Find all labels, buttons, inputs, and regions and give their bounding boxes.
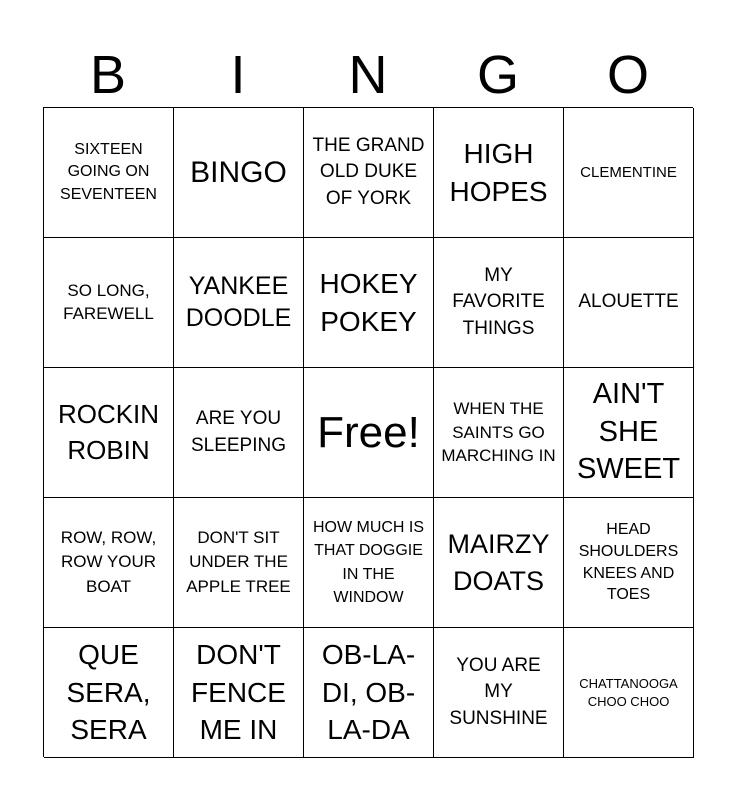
bingo-cell[interactable]: ARE YOU SLEEPING xyxy=(174,368,304,498)
bingo-cell[interactable]: HOKEY POKEY xyxy=(304,238,434,368)
free-space-cell[interactable]: Free! xyxy=(304,368,434,498)
bingo-cell[interactable]: QUE SERA, SERA xyxy=(44,628,174,758)
header-letter-o: O xyxy=(606,45,649,105)
bingo-cell[interactable]: SO LONG, FAREWELL xyxy=(44,238,174,368)
bingo-cell[interactable]: ALOUETTE xyxy=(564,238,694,368)
bingo-card-grid xyxy=(43,107,693,757)
bingo-cell[interactable]: HOW MUCH IS THAT DOGGIE IN THE WINDOW xyxy=(304,498,434,628)
bingo-cell[interactable]: WHEN THE SAINTS GO MARCHING IN xyxy=(434,368,564,498)
header-letter-n: N xyxy=(348,45,388,105)
header-letter-i: I xyxy=(230,45,246,105)
bingo-cell[interactable]: MAIRZY DOATS xyxy=(434,498,564,628)
bingo-cell[interactable]: HEAD SHOULDERS KNEES AND TOES xyxy=(564,498,694,628)
bingo-cell[interactable]: BINGO xyxy=(174,108,304,238)
bingo-cell[interactable]: OB-LA-DI, OB-LA-DA xyxy=(304,628,434,758)
bingo-cell[interactable]: CLEMENTINE xyxy=(564,108,694,238)
bingo-cell[interactable]: DON'T FENCE ME IN xyxy=(174,628,304,758)
bingo-cell[interactable]: SIXTEEN GOING ON SEVENTEEN xyxy=(44,108,174,238)
bingo-header xyxy=(43,42,693,108)
bingo-cell[interactable]: ROCKIN ROBIN xyxy=(44,368,174,498)
bingo-cell[interactable]: MY FAVORITE THINGS xyxy=(434,238,564,368)
bingo-cell[interactable]: HIGH HOPES xyxy=(434,108,564,238)
header-letter-g: G xyxy=(476,45,519,105)
bingo-cell[interactable]: AIN'T SHE SWEET xyxy=(564,368,694,498)
bingo-cell[interactable]: THE GRAND OLD DUKE OF YORK xyxy=(304,108,434,238)
bingo-cell[interactable]: YOU ARE MY SUNSHINE xyxy=(434,628,564,758)
bingo-cell[interactable]: CHATTANOOGA CHOO CHOO xyxy=(564,628,694,758)
header-letter-b: B xyxy=(89,45,127,105)
bingo-cell[interactable]: DON'T SIT UNDER THE APPLE TREE xyxy=(174,498,304,628)
bingo-cell[interactable]: YANKEE DOODLE xyxy=(174,238,304,368)
bingo-cell[interactable]: ROW, ROW, ROW YOUR BOAT xyxy=(44,498,174,628)
